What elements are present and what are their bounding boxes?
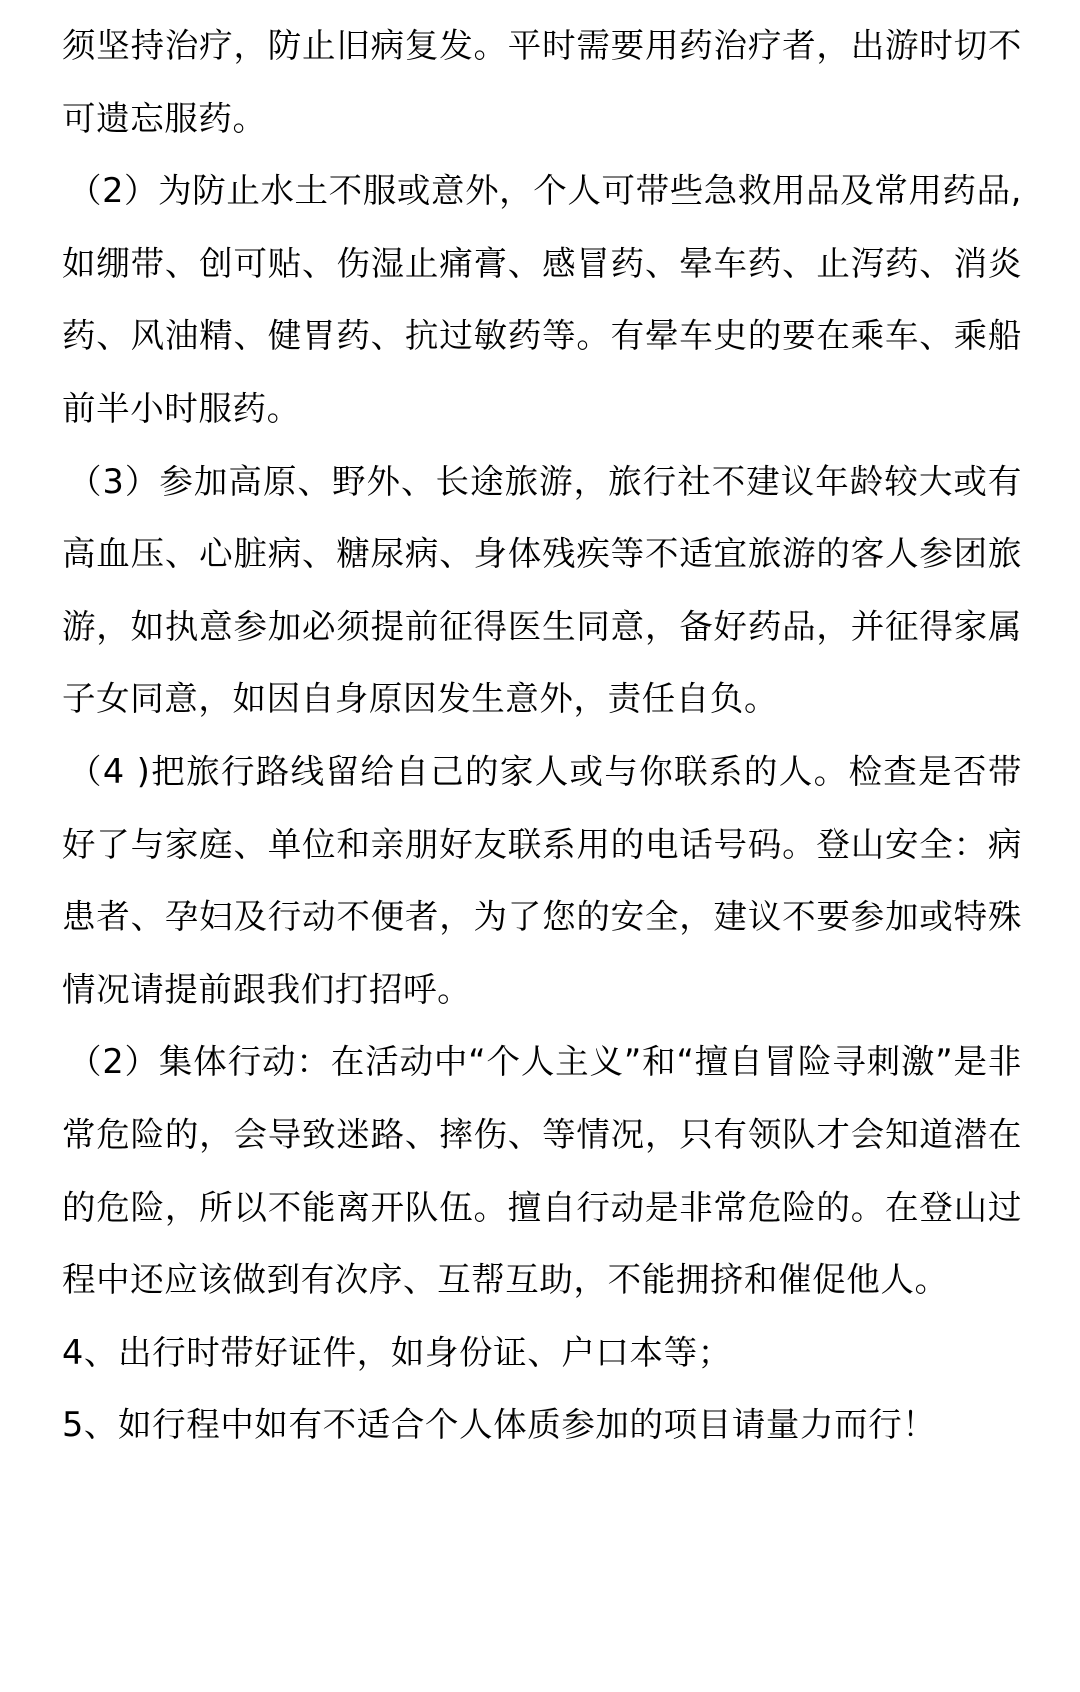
body-text bbox=[62, 10, 1022, 1462]
paragraph-medication-continuation: 须坚持治疗，防止旧病复发。平时需要用药治疗者，出游时切不可遗忘服药。 bbox=[62, 26, 1022, 138]
paragraph-group-action: （2）集体行动：在活动中“个人主义”和“擅自冒险寻刺激”是非常危险的，会导致迷路、摔伤、等情况，只有领队才会知道潜在的危险，所以不能离开队伍。擅自行动是非常危险的。在登山过程中还应该做到有次序、互帮互助，不能拥挤和催促他人。 bbox=[62, 1042, 1022, 1300]
paragraph-first-aid-supplies: （2）为防止水土不服或意外，个人可带些急救用品及常用药品,如绷带、创可贴、伤湿止痛膏、感冒药、晕车药、止泻药、消炎药、风油精、健胃药、抗过敏药等。有晕车史的要在乘车、乘船前半小时服药。 bbox=[62, 171, 1022, 428]
paragraph-route-and-climbing-safety: （4 )把旅行路线留给自己的家人或与你联系的人。检查是否带好了与家庭、单位和亲朋好友联系用的电话号码。登山安全：病患者、孕妇及行动不便者，为了您的安全，建议不要参加或特殊情况请提前跟我们打招呼。 bbox=[62, 751, 1022, 1009]
paragraph-high-altitude-warning: （3）参加高原、野外、长途旅游，旅行社不建议年龄较大或有高血压、心脏病、糖尿病、身体残疾等不适宜旅游的客人参团旅游，如执意参加必须提前征得医生同意，备好药品，并征得家属子女同意，如因自身原因发生意外，责任自负。 bbox=[62, 461, 1022, 719]
paragraph-bring-documents: 4、出行时带好证件，如身份证、户口本等； bbox=[62, 1332, 732, 1372]
paragraph-act-within-ability: 5、如行程中如有不适合个人体质参加的项目请量力而行！ bbox=[62, 1405, 937, 1445]
